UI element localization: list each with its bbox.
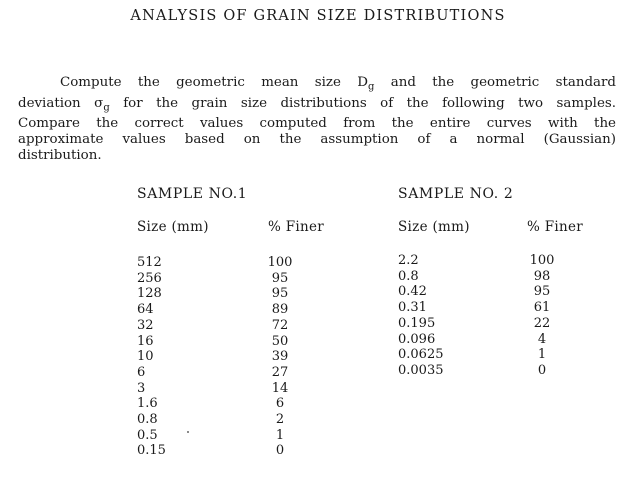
sample-1-finer-value: 27 (271, 364, 289, 380)
sample-2-size-value: 0.0035 (398, 362, 444, 378)
sample-2-heading: SAMPLE NO. 2 (398, 186, 514, 202)
sample-1-finer-value: 14 (271, 380, 289, 396)
statement-line-2-start: deviation σ (18, 95, 104, 111)
sample-1-size-value: 0.8 (137, 412, 158, 428)
statement-line-1-start: Compute the geometric mean size D (60, 75, 368, 90)
page-title: ANALYSIS OF GRAIN SIZE DISTRIBUTIONS (130, 8, 506, 24)
sample-1-finer-value: 89 (271, 302, 289, 318)
sample-1-finer-value: 100 (267, 255, 293, 270)
sample-2-finer-value: 98 (533, 268, 551, 284)
statement-line-2 (18, 96, 616, 117)
sample-1-finer-column (266, 255, 294, 459)
sample-2-size-column (398, 253, 444, 379)
sample-2-finer-value: 100 (529, 253, 555, 268)
sample-2-finer-value: 61 (533, 300, 551, 316)
sample-1-size-value: 32 (137, 317, 154, 333)
sample-2-finer-value: 22 (533, 315, 551, 331)
sample-2-size-value: 0.31 (398, 300, 427, 316)
sample-1-finer-value: 6 (275, 396, 285, 412)
sample-1-finer-value: 1 (275, 427, 285, 443)
sample-1-size-value: 256 (137, 270, 162, 286)
sample-1-size-value: 6 (137, 364, 146, 380)
scan-speck (187, 431, 189, 433)
sample-1-size-header: Size (mm) (137, 219, 209, 235)
sample-1-size-value: 1.6 (137, 396, 158, 412)
sample-2-size-value: 0.195 (398, 315, 436, 331)
sample-2-finer-value: 1 (537, 347, 547, 363)
sample-1-finer-value: 2 (275, 412, 285, 428)
sample-1-size-value: 16 (137, 333, 154, 349)
sample-2-finer-value: 0 (537, 362, 547, 378)
sample-1-size-value: 3 (137, 380, 146, 396)
sample-2-size-value: 0.42 (398, 284, 427, 300)
sample-1-finer-value: 95 (271, 286, 289, 302)
sample-2-size-value: 0.096 (398, 331, 436, 347)
sample-2-finer-column (527, 253, 557, 379)
sample-1-finer-value: 95 (271, 270, 289, 286)
statement-line-1 (18, 75, 616, 96)
sample-1-finer-value: 0 (275, 443, 285, 459)
sample-1-size-value: 512 (137, 255, 162, 270)
sample-2-size-value: 2.2 (398, 253, 419, 268)
problem-statement (18, 75, 616, 164)
sample-1-size-column (137, 255, 166, 459)
subscript-g-deviation: g (103, 102, 110, 114)
statement-line-2-end: for the grain size distributions of the following two samples. (109, 95, 616, 111)
subscript-g-mean: g (367, 81, 375, 93)
sample-2-finer-value: 4 (537, 331, 547, 347)
sample-1-size-value: 0.15 (137, 443, 166, 459)
statement-line-4: approximate values based on the assumption of a normal (Gaussian) (18, 132, 616, 148)
sample-1-finer-value: 39 (271, 349, 289, 365)
sample-1-size-value: 64 (137, 302, 154, 318)
statement-line-1-end: and the geometric standard (374, 75, 616, 90)
statement-line-3: Compare the correct values computed from the entire curves with the (18, 116, 616, 132)
sample-1-size-value: 10 (137, 349, 154, 365)
sample-1-size-value: 128 (137, 286, 162, 302)
sample-2-size-value: 0.8 (398, 268, 419, 284)
sample-2-size-value: 0.0625 (398, 347, 444, 363)
sample-2-size-header: Size (mm) (398, 219, 470, 235)
sample-1-size-value: 0.5 (137, 427, 158, 443)
sample-1-heading: SAMPLE NO.1 (137, 186, 248, 202)
sample-1-finer-header: % Finer (268, 219, 325, 235)
sample-2-finer-header: % Finer (527, 219, 584, 235)
sample-1-finer-value: 50 (271, 333, 289, 349)
sample-1-finer-value: 72 (271, 317, 289, 333)
statement-line-5: distribution. (18, 148, 102, 164)
sample-2-finer-value: 95 (533, 284, 551, 300)
